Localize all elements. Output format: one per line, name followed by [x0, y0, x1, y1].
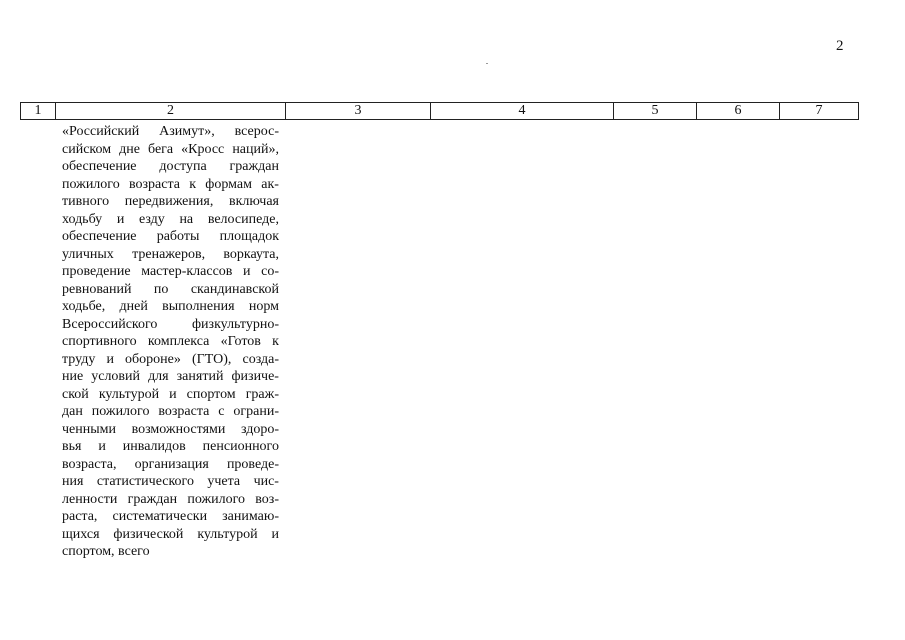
text-line: тивного передвижения, включая [62, 194, 279, 209]
column-2-text [62, 123, 279, 561]
column-number-table [20, 102, 859, 120]
text-line: дан пожилого возраста с ограни- [62, 404, 279, 419]
text-line: спортом, всего [62, 544, 150, 559]
text-line: «Российский Азимут», всерос- [62, 124, 279, 139]
text-line: пожилого возраста к формам ак- [62, 176, 279, 192]
text-line: обеспечение доступа граждан [62, 159, 279, 174]
column-number-cell: 3 [286, 103, 431, 120]
column-number-cell: 4 [431, 103, 614, 120]
text-line: ревнований по скандинавской [62, 281, 279, 297]
text-line: проведение мастер-классов и со- [62, 264, 279, 279]
text-line: сийском дне бега «Кросс наций», [62, 141, 279, 157]
text-line: ченными возможностями здоро- [62, 421, 279, 437]
text-line: ния статистического учета чис- [62, 474, 279, 489]
column-number-cell: 6 [697, 103, 780, 120]
text-line: труду и обороне» (ГТО), созда- [62, 351, 279, 367]
text-line: ние условий для занятий физиче- [62, 369, 279, 384]
column-number-row [21, 103, 859, 120]
column-number-cell: 7 [780, 103, 859, 120]
text-line: спортивного комплекса «Готов к [62, 334, 279, 349]
text-line: ходьбе, дней выполнения норм [62, 299, 279, 314]
text-line: возраста, организация проведе- [62, 456, 279, 472]
scan-speck [486, 63, 488, 64]
page-number: 2 [836, 38, 844, 54]
text-line: вья и инвалидов пенсионного [62, 439, 279, 454]
column-number-cell: 5 [614, 103, 697, 120]
text-line: ской культурой и спортом граж- [62, 386, 279, 402]
text-line: уличных тренажеров, воркаута, [62, 246, 279, 262]
text-line: щихся физической культурой и [62, 526, 279, 542]
text-line: Всероссийского физкультурно- [62, 316, 279, 332]
text-line: ходьбу и езду на велосипеде, [62, 211, 279, 227]
column-number-cell: 1 [21, 103, 56, 120]
text-line: обеспечение работы площадок [62, 229, 279, 244]
text-line: ленности граждан пожилого воз- [62, 491, 279, 507]
text-line: раста, систематически занимаю- [62, 509, 279, 524]
column-number-cell: 2 [56, 103, 286, 120]
